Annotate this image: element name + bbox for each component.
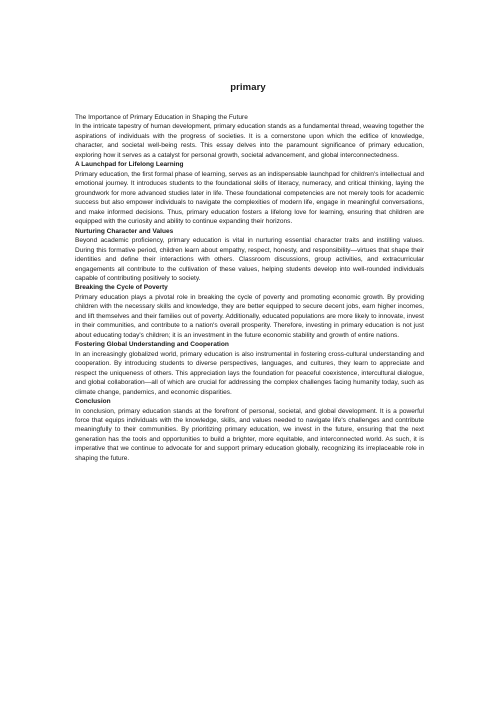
document-title: primary — [230, 82, 266, 93]
document-body — [75, 113, 424, 463]
section-body-character: Beyond academic proficiency, primary education is vital in nurturing essential character traits and instilling values. During this formative period, children learn about empathy, respect, honesty, and responsibility—virtues that shape their identities and define their interactions with others. Classroom discussions, group activities, and extracurricular engagements all contribute to the cultivation of these values, helping students develop into well-rounded individuals capable of contributing positively to society. — [75, 237, 424, 282]
section-heading-global: Fostering Global Understanding and Cooperation — [75, 341, 229, 349]
section-heading-launchpad: A Launchpad for Lifelong Learning — [75, 161, 184, 169]
section-heading-conclusion: Conclusion — [75, 398, 111, 406]
section-body-poverty: Primary education plays a pivotal role in breaking the cycle of poverty and promoting economic growth. By providing children with the necessary skills and knowledge, they are better equipped to secure decent jobs, earn higher incomes, and lift themselves and their families out of poverty. Additionally, educated populations are more likely to innovate, invest in their communities, and contribute to a nation's overall prosperity. Therefore, investing in primary education is not just about educating today's children; it is an investment in the future economic stability and growth of entire nations. — [75, 293, 424, 339]
section-body-conclusion: In conclusion, primary education stands at the forefront of personal, societal, and global development. It is a powerful force that equips individuals with the knowledge, skills, and values needed to navigate life's challenges and contribute meaningfully to their communities. By prioritizing primary education, we invest in the future, ensuring that the next generation has the tools and opportunities to build a brighter, more equitable, and interconnected world. As such, it is imperative that we continue to advocate for and support primary education globally, recognizing its irreplaceable role in shaping the future. — [75, 407, 424, 462]
section-heading-poverty: Breaking the Cycle of Poverty — [75, 284, 168, 292]
section-heading-character: Nurturing Character and Values — [75, 227, 174, 235]
section-body-global: In an increasingly globalized world, primary education is also instrumental in fostering cross-cultural understanding and cooperation. By introducing students to diverse perspectives, languages, and cultures, they learn to appreciate and respect the uniqueness of others. This appreciation lays the foundation for peaceful coexistence, intercultural dialogue, and global collaboration—all of which are crucial for addressing the complex challenges facing humanity today, such as climate change, pandemics, and economic disparities. — [75, 350, 424, 396]
essay-title: The Importance of Primary Education in Shaping the Future — [75, 114, 248, 121]
section-body-launchpad: Primary education, the first formal phase of learning, serves as an indispensable launchpad for children's intellectual and emotional journey. It introduces students to the foundational skills of literacy, numeracy, and critical thinking, laying the groundwork for more advanced studies later in life. These foundational competencies are not merely tools for academic success but also empower individuals to navigate the complexities of modern life, engage in meaningful conversations, and make informed decisions. Thus, primary education fosters a lifelong love for learning, ensuring that children are equipped with the curiosity and ability to continue expanding their horizons. — [75, 170, 424, 226]
intro-paragraph: In the intricate tapestry of human development, primary education stands as a fundamental thread, weaving together the aspirations of individuals with the progress of societies. It is a cornerstone upon which the edifice of knowledge, character, and societal well-being rests. This essay delves into the paramount significance of primary education, exploring how it serves as a catalyst for personal growth, societal advancement, and global interconnectedness. — [75, 123, 424, 159]
